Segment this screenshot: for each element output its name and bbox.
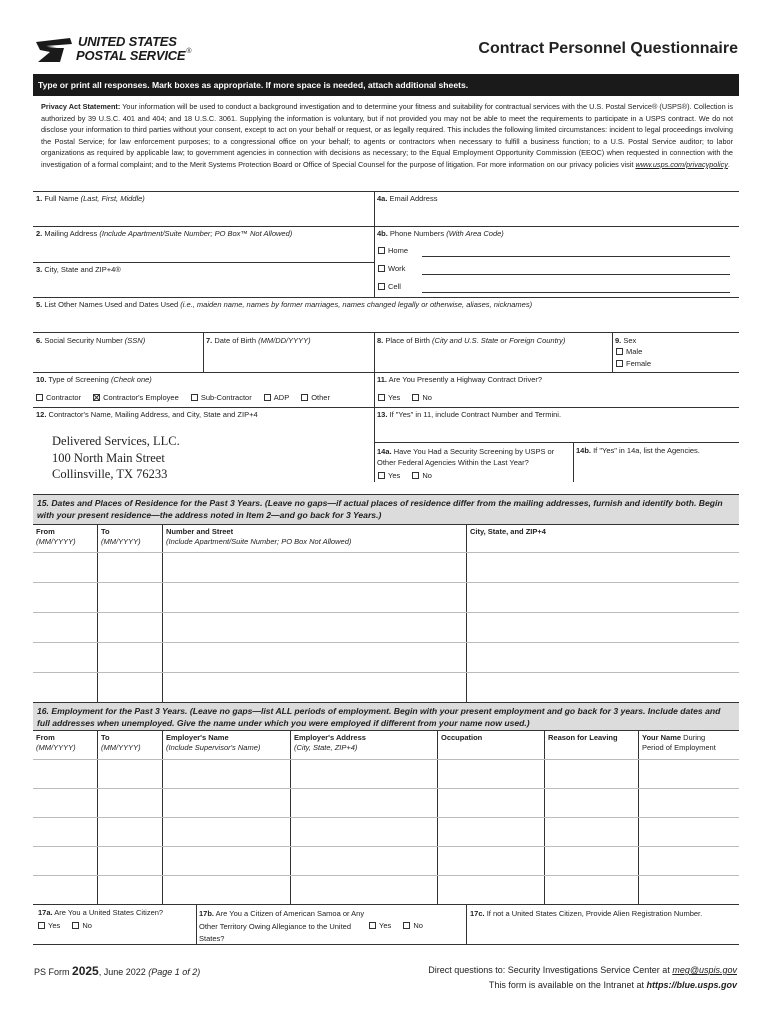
checkbox[interactable] bbox=[36, 394, 43, 401]
checkbox[interactable] bbox=[378, 265, 385, 272]
field-4b-phone-numbers: 4b. Phone Numbers (With Area Code) bbox=[377, 229, 504, 238]
usps-logo bbox=[34, 34, 194, 66]
checkbox[interactable] bbox=[412, 394, 419, 401]
sex-female-checkbox[interactable]: Female bbox=[616, 359, 651, 368]
phone-work-line[interactable] bbox=[422, 274, 730, 275]
phone-cell-line[interactable] bbox=[422, 292, 730, 293]
field-14a-security-screening: 14a. Have You Had a Security Screening by USPS or Other Federal Agencies Within the Last Year? bbox=[377, 447, 555, 467]
contact-email-link[interactable]: meg@uspis.gov bbox=[672, 965, 737, 975]
field-3-city-state-zip[interactable]: 3. City, State and ZIP+4® bbox=[36, 265, 121, 274]
field-4a-email[interactable]: 4a. Email Address bbox=[377, 194, 438, 203]
territory-citizen-yes[interactable]: Yes bbox=[369, 921, 391, 930]
reason-for-leaving-header: Reason for Leaving bbox=[548, 733, 618, 742]
checkbox[interactable] bbox=[378, 283, 385, 290]
security-screening-options bbox=[378, 471, 432, 480]
us-citizen-no[interactable]: No bbox=[72, 921, 92, 930]
checkbox[interactable] bbox=[412, 472, 419, 479]
employment-row[interactable] bbox=[33, 876, 739, 904]
screening-options bbox=[36, 393, 330, 402]
privacy-label: Privacy Act Statement: bbox=[41, 102, 121, 111]
your-name-during-header: Your Name During Period of Employment bbox=[642, 733, 716, 752]
checkbox[interactable] bbox=[191, 394, 198, 401]
employment-to-header: To (MM/YYYY) bbox=[101, 733, 141, 752]
highway-driver-no[interactable]: No bbox=[412, 393, 432, 402]
checkbox[interactable] bbox=[38, 922, 45, 929]
field-17a-us-citizen: 17a. Are You a United States Citizen? bbox=[38, 908, 164, 917]
security-screening-no[interactable]: No bbox=[412, 471, 432, 480]
checkbox[interactable] bbox=[369, 922, 376, 929]
screening-adp-option[interactable]: ADP bbox=[264, 393, 289, 402]
residence-from-header: From (MM/YYYY) bbox=[36, 527, 76, 546]
employment-row[interactable] bbox=[33, 760, 739, 788]
residence-street-header: Number and Street (Include Apartment/Suite Number; PO Box Not Allowed) bbox=[166, 527, 352, 546]
residence-row[interactable] bbox=[33, 583, 739, 612]
checkbox[interactable] bbox=[378, 394, 385, 401]
field-17c-alien-registration[interactable]: 17c. If not a United States Citizen, Provide Alien Registration Number. bbox=[470, 909, 703, 918]
section-16-header: 16. Employment for the Past 3 Years. (Leave no gaps—list ALL periods of employment. Begin with your present employment and go back for 3 years. Include dates and full addresses when unemployed. Give the name under which you were employed if different from your name now used.) bbox=[33, 703, 739, 730]
checkbox[interactable] bbox=[616, 360, 623, 367]
checkbox[interactable] bbox=[378, 472, 385, 479]
employment-from-header: From (MM/YYYY) bbox=[36, 733, 76, 752]
intranet-link[interactable]: https://blue.usps.gov bbox=[646, 980, 737, 990]
us-citizen-yes[interactable]: Yes bbox=[38, 921, 60, 930]
phone-home-line[interactable] bbox=[422, 256, 730, 257]
field-17b-territory-citizen: 17b. Are You a Citizen of American Samoa or Any Other Territory Owing Allegiance to the United States? bbox=[199, 909, 365, 943]
checkbox[interactable] bbox=[616, 348, 623, 355]
privacy-policy-link[interactable]: www.usps.com/privacypolicy bbox=[635, 159, 728, 169]
field-11-highway-driver: 11. Are You Presently a Highway Contract Driver? bbox=[377, 375, 543, 384]
instruction-text: Type or print all responses. Mark boxes as appropriate. If more space is needed, attach additional sheets. bbox=[38, 80, 469, 90]
form-title: Contract Personnel Questionnaire bbox=[478, 40, 738, 57]
contractor-info-value[interactable] bbox=[52, 433, 180, 483]
phone-home-checkbox[interactable]: Home bbox=[378, 246, 408, 255]
logo-line-2: POSTAL SERVICE bbox=[76, 48, 186, 63]
residence-to-header: To (MM/YYYY) bbox=[101, 527, 141, 546]
field-8-place-of-birth[interactable]: 8. Place of Birth (City and U.S. State or Foreign Country) bbox=[377, 336, 566, 345]
logo-registered-mark: ® bbox=[186, 48, 192, 55]
highway-driver-options bbox=[378, 393, 432, 402]
screening-subcontractor-option[interactable]: Sub-Contractor bbox=[191, 393, 252, 402]
checkbox[interactable] bbox=[264, 394, 271, 401]
phone-work-checkbox[interactable]: Work bbox=[378, 264, 405, 273]
territory-citizen-no[interactable]: No bbox=[403, 921, 423, 930]
checked-checkbox[interactable] bbox=[93, 394, 100, 401]
contractor-city-state-zip: Collinsville, TX 76233 bbox=[52, 467, 168, 481]
highway-driver-yes[interactable]: Yes bbox=[378, 393, 400, 402]
occupation-header: Occupation bbox=[441, 733, 483, 742]
field-13-contract-number[interactable]: 13. If "Yes" in 11, include Contract Number and Termini. bbox=[377, 410, 562, 419]
phone-cell-checkbox[interactable]: Cell bbox=[378, 282, 401, 291]
employment-row[interactable] bbox=[33, 847, 739, 875]
field-10-screening-type: 10. Type of Screening (Check one) bbox=[36, 375, 152, 384]
field-2-mailing-address[interactable]: 2. Mailing Address (Include Apartment/Suite Number; PO Box™ Not Allowed) bbox=[36, 229, 293, 238]
employer-address-header: Employer's Address (City, State, ZIP+4) bbox=[294, 733, 366, 752]
field-14b-agencies[interactable]: 14b. If "Yes" in 14a, list the Agencies. bbox=[576, 446, 700, 455]
security-screening-yes[interactable]: Yes bbox=[378, 471, 400, 480]
eagle-icon bbox=[34, 36, 74, 64]
field-5-other-names[interactable]: 5. List Other Names Used and Dates Used (i.e., maiden name, names by former marriages, names changed legally or otherwise, aliases, nicknames) bbox=[36, 300, 533, 309]
screening-other-option[interactable]: Other bbox=[301, 393, 330, 402]
privacy-text: Your information will be used to conduct a background investigation and to determine your fitness and suitability for contractual services with the U.S. Postal Service® (USPS®). Collection is authorized by 39 U.S.C. 401 and 404; and 18 U.S.C. 3061. Supplying the information is voluntary, but if not provided you may not be able to meet the requirements to participate in a USPS contract. We do not disclose your information to third parties without your consent, except to act on your behalf or request, or as legally required. This includes the following limited circumstances: incident to legal proceedings involving the Postal Service; for law enforcement purposes; to a congressional office on your behalf; to agents or contractors when necessary to fulfill a business function; to a U.S. Postal Service auditor; to labor organizations as required by applicable law; to government agencies in connection with decisions as necessary; to the Equal Employment Opportunity Commission (EEOC) when requested in connection with the investigation of a formal complaint; and to the Merit Systems Protection Board or Office of Special Counsel for the purpose of litigation. For more information on our privacy policies visit bbox=[41, 102, 733, 169]
logo-line-1: UNITED STATES bbox=[78, 34, 177, 49]
privacy-statement: Privacy Act Statement: Your information will be used to conduct a background investigation and to determine your fitness and suitability for contractual services with the U.S. Postal Service® (USPS®). Collection is authorized by 39 U.S.C. 401 and 404; and 18 U.S.C. 3061. Supplying the information is voluntary, but if not provided you may not be able to meet the requirements to participate in a USPS contract. We do not disclose your information to third parties without your consent, except to act on your behalf or request, or as legally required. This includes the following limited circumstances: incident to legal proceedings involving the Postal Service; for law enforcement purposes; to a congressional office on your behalf; to agents or contractors when necessary to fulfill a business function; to a U.S. Postal Service auditor; to labor organizations as required by applicable law; to government agencies in connection with decisions as necessary; to the Equal Employment Opportunity Commission (EEOC) when requested in connection with the investigation of a formal complaint; and to the Merit Systems Protection Board or Office of Special Counsel for the purpose of litigation. For more information on our privacy policies visit www.usps.com/privacypolicy. bbox=[41, 102, 733, 169]
field-12-contractor-info: 12. Contractor's Name, Mailing Address, and City, State and ZIP+4 bbox=[36, 410, 258, 419]
employment-row[interactable] bbox=[33, 818, 739, 846]
residence-row[interactable] bbox=[33, 673, 739, 702]
residence-city-header: City, State, and ZIP+4 bbox=[470, 527, 546, 536]
field-6-ssn[interactable]: 6. Social Security Number (SSN) bbox=[36, 336, 146, 345]
field-7-date-of-birth[interactable]: 7. Date of Birth (MM/DD/YYYY) bbox=[206, 336, 311, 345]
us-citizen-options bbox=[38, 921, 92, 930]
contractor-name: Delivered Services, LLC. bbox=[52, 434, 180, 448]
section-15-header: 15. Dates and Places of Residence for the Past 3 Years. (Leave no gaps—if actual places of residence differ from the mailing addresses, furnish and identify both. Begin with your present residence—the address noted in Item 2—and go back for 3 Years.) bbox=[33, 495, 739, 524]
residence-row[interactable] bbox=[33, 643, 739, 672]
questions-contact: Direct questions to: Security Investigations Service Center at meg@uspis.gov bbox=[428, 965, 737, 975]
intranet-note: This form is available on the Intranet at https://blue.usps.gov bbox=[488, 980, 737, 990]
contractor-street: 100 North Main Street bbox=[52, 450, 165, 465]
screening-contractor-option[interactable]: Contractor bbox=[36, 393, 81, 402]
sex-male-checkbox[interactable]: Male bbox=[616, 347, 642, 356]
checkbox[interactable] bbox=[72, 922, 79, 929]
residence-row[interactable] bbox=[33, 613, 739, 642]
residence-row[interactable] bbox=[33, 553, 739, 582]
field-1-full-name[interactable]: 1. Full Name (Last, First, Middle) bbox=[36, 194, 145, 203]
field-9-sex: 9. Sex bbox=[615, 336, 637, 345]
employer-name-header: Employer's Name (Include Supervisor's Name) bbox=[166, 733, 261, 752]
employment-row[interactable] bbox=[33, 789, 739, 817]
checkbox[interactable] bbox=[378, 247, 385, 254]
checkbox[interactable] bbox=[301, 394, 308, 401]
checkbox[interactable] bbox=[403, 922, 410, 929]
form-id: PS Form 2025, June 2022 (Page 1 of 2) bbox=[34, 964, 201, 978]
territory-citizen-options bbox=[369, 921, 423, 930]
screening-contractor-employee-option[interactable]: Contractor's Employee bbox=[93, 393, 179, 402]
